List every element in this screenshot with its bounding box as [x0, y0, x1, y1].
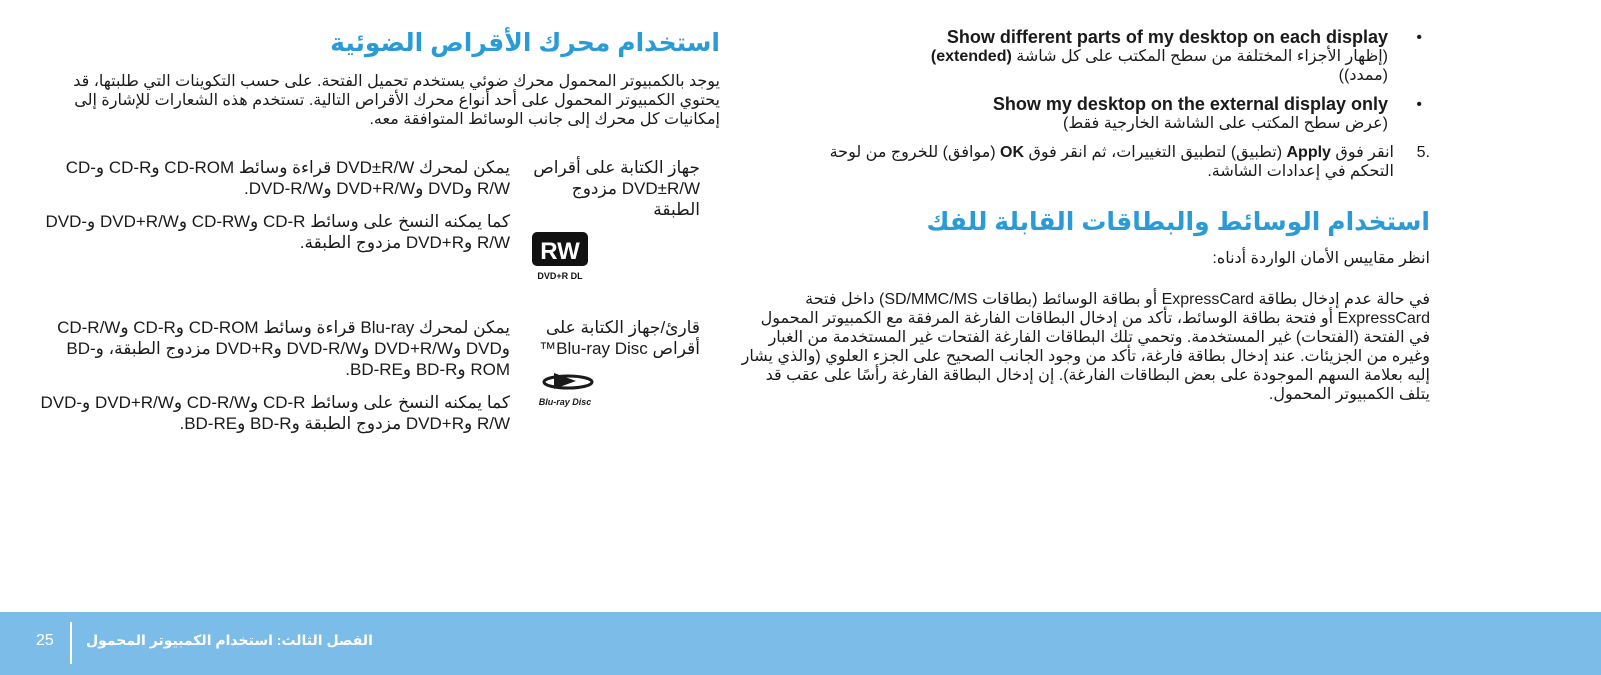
- page-footer: [0, 612, 1601, 675]
- bullet-extended: [740, 28, 1430, 85]
- chapter-title: الفصل الثالث: استخدام الكمبيوتر المحمول: [86, 632, 373, 648]
- right-column: [740, 28, 1430, 404]
- page-number: 25: [36, 632, 54, 649]
- ok-label: OK: [1000, 144, 1025, 161]
- media-paragraph: في حالة عدم إدخال بطاقة ExpressCard أو بطاقة الوسائط (بطاقات SD/MMC/MS) داخل فتحة ExpressCard أو فتحة بطاقة الوسائط، تأكد من إدخال البطاقات الفارغة المرفقة مع الكمبيوتر المحمول في الفتحة (الفتحات) غير المستخدمة. وتحمي تلك البطاقات الفارغة الفتحات غير المستخدمة من الغبار وغيره من الجزيئات. عند إدخال بطاقة فارغة، تأكد من وجود الجانب الصحيح على الجزء العلوي (والذي يشار إليه بعلامة السهم الموجودة على بعض البطاقات الفارغة). إن إدخال البطاقة الفارغة رأسًا على عقب قد يتلف الكمبيوتر المحمول.: [741, 291, 1430, 403]
- bullet-dot: •: [1416, 29, 1422, 46]
- bullet-external-only: [740, 95, 1430, 133]
- bullet-extra: (ممدد)): [1338, 67, 1388, 84]
- drive-read: يمكن لمحرك DVD±R/W قراءة وسائط CD-ROM وCD-R وCD-R/W وDVD وDVD+R/W وDVD-R/W.: [65, 158, 510, 198]
- rw-logo-caption: DVD+R DL: [537, 271, 583, 281]
- media-intro: انظر مقاييس الأمان الواردة أدناه:: [1212, 250, 1430, 267]
- step-5: [740, 143, 1430, 181]
- bluray-logo-caption: Blu-ray Disc: [538, 397, 592, 407]
- bullet-ar: (عرض سطح المكتب على الشاشة الخارجية فقط): [1063, 115, 1388, 132]
- bullet-en: Show different parts of my desktop on each display: [946, 27, 1388, 47]
- bullet-dot: •: [1416, 96, 1422, 113]
- drive-name: [530, 157, 700, 282]
- step-text-c: (موافق) للخروج من لوحة: [829, 144, 1001, 161]
- optical-section-title: استخدام محرك الأقراص الضوئية: [330, 29, 720, 57]
- left-column: [30, 28, 720, 467]
- drive-dvd: [30, 157, 720, 307]
- drive-bluray: [30, 317, 720, 467]
- drive-name-text: جهاز الكتابة على أقراص DVD±R/W مزدوج الطبقة: [533, 158, 700, 219]
- step-text-line2: التحكم في إعدادات الشاشة.: [1207, 163, 1394, 180]
- step-text-b: (تطبيق) لتطبيق التغييرات، ثم انقر فوق: [1024, 144, 1287, 161]
- drive-name: [530, 317, 700, 409]
- rw-logo-text: RW: [540, 238, 580, 265]
- step-text-a: انقر فوق: [1330, 144, 1394, 161]
- media-section-title: استخدام الوسائط والبطاقات القابلة للفك: [926, 208, 1430, 236]
- bullet-ar: (إظهار الأجزاء المختلفة من سطح المكتب على كل شاشة: [1016, 48, 1388, 65]
- drive-write: كما يمكنه النسخ على وسائط CD-R وCD-RW وDVD+R/W وDVD-R/W وDVD+R مزدوج الطبقة.: [45, 212, 510, 252]
- optical-intro: يوجد بالكمبيوتر المحمول محرك ضوئي يستخدم تحميل الفتحة. على حسب التكوينات التي طلبتها، قد يحتوي الكمبيوتر المحمول على أحد أنواع محرك الأقراص التالية. تستخدم هذه الشعارات للإشارة إلى إمكانيات كل محرك إلى جانب الوسائط المتوافقة معه.: [73, 73, 720, 128]
- step-number: .5: [1416, 144, 1430, 161]
- bluray-logo-icon: [530, 369, 700, 409]
- drive-write: كما يمكنه النسخ على وسائط CD-R وCD-R/W وDVD+R/W وDVD-R/W وDVD+R مزدوج الطبقة وBD-R وBD-RE.: [40, 393, 510, 433]
- drive-read: يمكن لمحرك Blu-ray قراءة وسائط CD-ROM وCD-R وCD-R/W وDVD وDVD+R/W وDVD-R/W وDVD+R مزدوج الطبقة، وBD-ROM وBD-R وBD-RE.: [57, 318, 510, 379]
- rw-logo-icon: [530, 230, 700, 282]
- bullet-en: Show my desktop on the external display only: [992, 94, 1388, 114]
- drive-desc: [40, 317, 510, 446]
- apply-label: Apply: [1286, 144, 1331, 161]
- bullet-extended-bold: (extended): [930, 48, 1012, 65]
- drive-desc: [40, 157, 510, 265]
- drive-name-text: قارئ/جهاز الكتابة على أقراص Blu-ray Disc™: [539, 318, 700, 358]
- footer-divider: [70, 622, 72, 664]
